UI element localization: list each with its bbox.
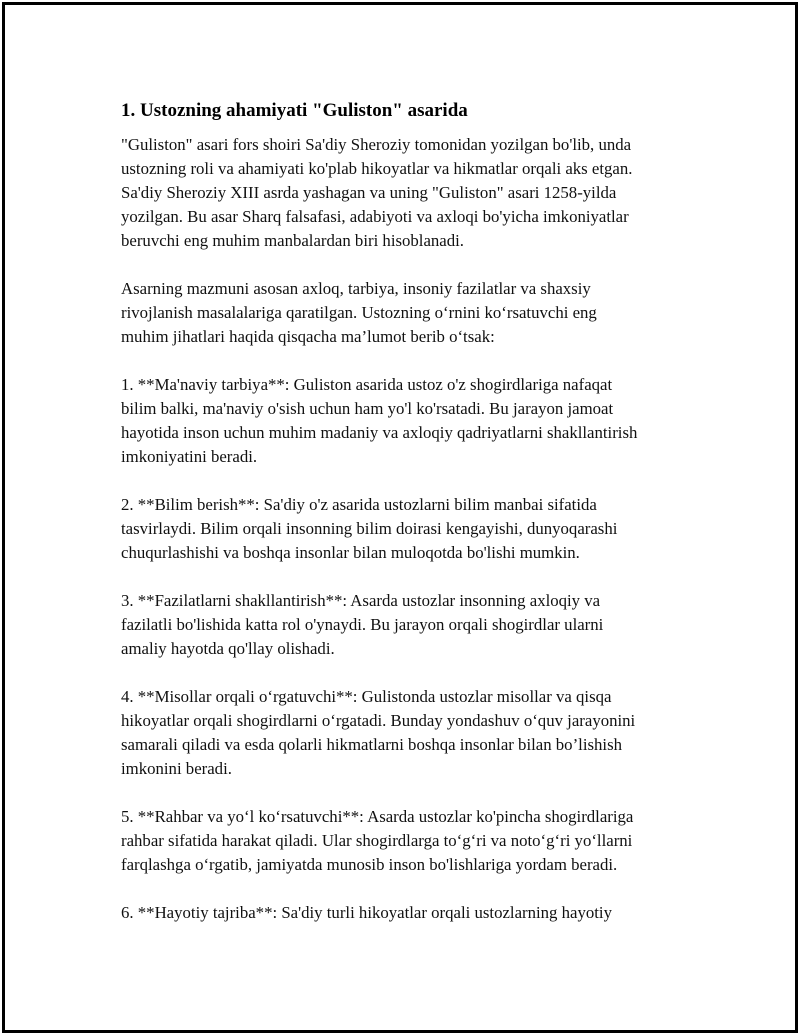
text-line: 6. **Hayotiy tajriba**: Sa'diy turli hikoyatlar orqali ustozlarning hayotiy: [121, 903, 612, 922]
text-line: "Guliston" asari fors shoiri Sa'diy Sheroziy tomonidan yozilgan bo'lib, unda: [121, 135, 632, 154]
text-line: chuqurlashishi va boshqa insonlar bilan muloqotda bo'lishi mumkin.: [121, 543, 580, 562]
text-line: 1. **Ma'naviy tarbiya**: Guliston asarida ustoz o'z shogirdlariga nafaqat: [121, 375, 613, 394]
text-line: Asarning mazmuni asosan axloq, tarbiya, insoniy fazilatlar va shaxsiy: [121, 279, 591, 298]
document-body: [121, 99, 707, 949]
section-heading: 1. Ustozning ahamiyati "Guliston" asarida: [121, 100, 468, 121]
list-item-fazilatlar: [121, 589, 707, 661]
text-line: 3. **Fazilatlarni shakllantirish**: Asarda ustozlar insonning axloqiy va: [121, 591, 601, 610]
text-line: fazilatli bo'lishida katta rol o'ynaydi. Bu jarayon orqali shogirdlar ularni: [121, 615, 604, 634]
text-line: 5. **Rahbar va yo‘l ko‘rsatuvchi**: Asarda ustozlar ko'pincha shogirdlariga: [121, 807, 634, 826]
list-item-manaviy-tarbiya: [121, 373, 707, 469]
list-item-bilim-berish: [121, 493, 707, 565]
text-line: muhim jihatlari haqida qisqacha ma’lumot berib o‘tsak:: [121, 327, 495, 346]
text-line: samarali qiladi va esda qolarli hikmatlarni boshqa insonlar bilan bo’lishish: [121, 735, 622, 754]
paragraph-summary: [121, 277, 707, 349]
text-line: Sa'diy Sheroziy XIII asrda yashagan va uning "Guliston" asari 1258-yilda: [121, 183, 617, 202]
text-line: rahbar sifatida harakat qiladi. Ular shogirdlarga to‘g‘ri va noto‘g‘ri yo‘llarni: [121, 831, 633, 850]
text-line: bilim balki, ma'naviy o'sish uchun ham yo'l ko'rsatadi. Bu jarayon jamoat: [121, 399, 614, 418]
text-line: tasvirlaydi. Bilim orqali insonning bilim doirasi kengayishi, dunyoqarashi: [121, 519, 618, 538]
text-line: hayotida inson uchun muhim madaniy va axloqiy qadriyatlarni shakllantirish: [121, 423, 638, 442]
list-item-hayotiy-tajriba: [121, 901, 707, 925]
list-item-rahbar: [121, 805, 707, 877]
text-line: rivojlanish masalalariga qaratilgan. Ustozning o‘rnini ko‘rsatuvchi eng: [121, 303, 597, 322]
text-line: farqlashga o‘rgatib, jamiyatda munosib inson bo'lishlariga yordam beradi.: [121, 855, 618, 874]
page-frame: [2, 2, 798, 1033]
text-line: yozilgan. Bu asar Sharq falsafasi, adabiyoti va axloqi bo'yicha imkoniyatlar: [121, 207, 629, 226]
text-line: ustozning roli va ahamiyati ko'plab hikoyatlar va hikmatlar orqali aks etgan.: [121, 159, 633, 178]
text-line: imkoniyatini beradi.: [121, 447, 258, 466]
paragraph-intro: [121, 133, 707, 253]
text-line: 4. **Misollar orqali o‘rgatuvchi**: Gulistonda ustozlar misollar va qisqa: [121, 687, 612, 706]
text-line: 2. **Bilim berish**: Sa'diy o'z asarida ustozlarni bilim manbai sifatida: [121, 495, 597, 514]
text-line: imkonini beradi.: [121, 759, 232, 778]
list-item-misollar: [121, 685, 707, 781]
text-line: amaliy hayotda qo'llay olishadi.: [121, 639, 335, 658]
text-line: hikoyatlar orqali shogirdlarni o‘rgatadi. Bunday yondashuv o‘quv jarayonini: [121, 711, 636, 730]
text-line: beruvchi eng muhim manbalardan biri hisoblanadi.: [121, 231, 464, 250]
